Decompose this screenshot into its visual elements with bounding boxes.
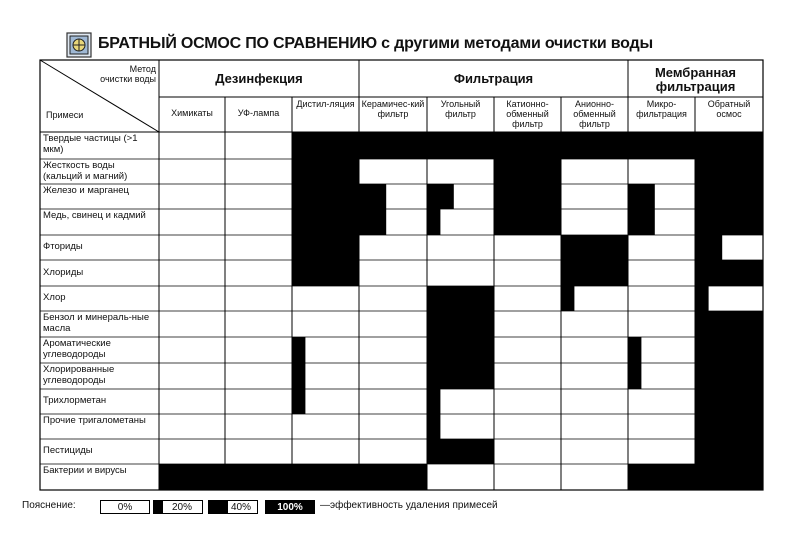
cell-fill [695,184,763,209]
cell-fill [427,286,494,311]
cell-fill [695,414,763,439]
cell-fill [159,464,225,490]
row-label: Трихлорметан [43,395,107,406]
row-label: Железо и марганец [43,185,129,196]
legend-item-40 [208,500,258,514]
cell-fill [359,464,427,490]
cell-fill [695,159,763,184]
cell-fill [359,132,427,159]
column-header: УФ-лампа [237,108,280,118]
corner-impurities-label: Примеси [46,110,84,120]
row-label: Ароматические углеводороды [43,338,111,360]
group-header: Дезинфекция [215,71,303,86]
cell-fill [494,132,561,159]
legend-text-100: 100% [277,502,303,513]
cell-fill [695,363,763,389]
cell-fill [695,389,763,414]
cell-fill [561,260,628,286]
cell-fill [561,286,574,311]
cell-fill [494,184,561,209]
cell-fill [292,464,359,490]
cell-fill [292,389,305,414]
page-title: БРАТНЫЙ ОСМОС ПО СРАВНЕНИЮ с другими методами очистки воды [98,35,653,52]
row-label: Пестициды [43,445,93,456]
cell-fill [427,337,494,363]
legend-item-20 [153,500,203,514]
column-header: Химикаты [171,108,213,118]
column-header: Угольный фильтр [440,99,481,119]
cell-fill [695,439,763,464]
legend-suffix: —эффективность удаления примесей [320,500,498,511]
column-header: Обратный осмос [707,99,751,119]
cell-fill [427,439,494,464]
cell-fill [292,363,305,389]
cell-fill [292,159,359,184]
legend-label: Пояснение: [22,500,76,511]
cell-fill [427,184,454,209]
cell-fill [427,389,440,414]
cell-fill [695,337,763,363]
group-header: Фильтрация [453,71,534,86]
cell-fill [695,132,763,159]
column-header: Керамичес-кий фильтр [361,99,425,119]
cell-fill [628,132,695,159]
cell-fill [628,184,655,209]
cell-fill [695,235,722,260]
cell-fill [359,184,386,209]
legend-item-100 [265,500,315,514]
cell-fill [561,132,628,159]
cell-fill [628,363,641,389]
cell-fill [292,209,359,235]
cell-fill [225,464,292,490]
cell-fill [494,209,561,235]
column-header: Микро-фильтрация [636,99,687,119]
group-header: Мембранная фильтрация [654,65,737,94]
column-header: Катионно-обменный фильтр [506,99,549,129]
column-header: Дистил-ляция [296,99,355,109]
cell-fill [695,260,763,286]
cell-fill [628,337,641,363]
cell-fill [427,363,494,389]
row-label: Хлорированные углеводороды [43,364,115,386]
row-label: Твердые частицы (>1 мкм) [43,133,138,155]
cell-fill [427,311,494,337]
row-label: Бактерии и вирусы [43,465,127,476]
legend-fill-20 [154,501,163,513]
cell-fill [494,159,561,184]
legend-item-0 [100,500,150,514]
cell-fill [695,209,763,235]
corner-method-label: Метод очистки воды [100,64,156,84]
cell-fill [292,260,359,286]
cell-fill [427,132,494,159]
row-label: Бензол и минераль-ные масла [43,312,150,334]
row-label: Прочие тригалометаны [43,415,146,426]
cell-fill [292,132,359,159]
cell-fill [292,235,359,260]
cell-fill [695,464,763,490]
cell-fill [628,209,655,235]
legend-text-0: 0% [117,502,133,513]
row-label: Медь, свинец и кадмий [43,210,146,221]
legend-text-40: 40% [231,502,252,513]
legend-fill-40 [209,501,228,513]
row-label: Хлор [43,292,66,303]
row-label: Фториды [43,241,83,252]
row-label: Жесткость воды (кальций и магний) [43,160,128,182]
column-header: Анионно-обменный фильтр [573,99,616,129]
cell-fill [695,286,709,311]
cell-fill [359,209,386,235]
cell-fill [427,414,440,439]
cell-fill [292,184,359,209]
row-label: Хлориды [43,266,84,278]
cell-fill [427,209,440,235]
cell-fill [292,337,305,363]
cell-fill [695,311,763,337]
cell-fill [561,235,628,260]
cell-fill [628,464,695,490]
legend-text-20: 20% [172,502,193,513]
